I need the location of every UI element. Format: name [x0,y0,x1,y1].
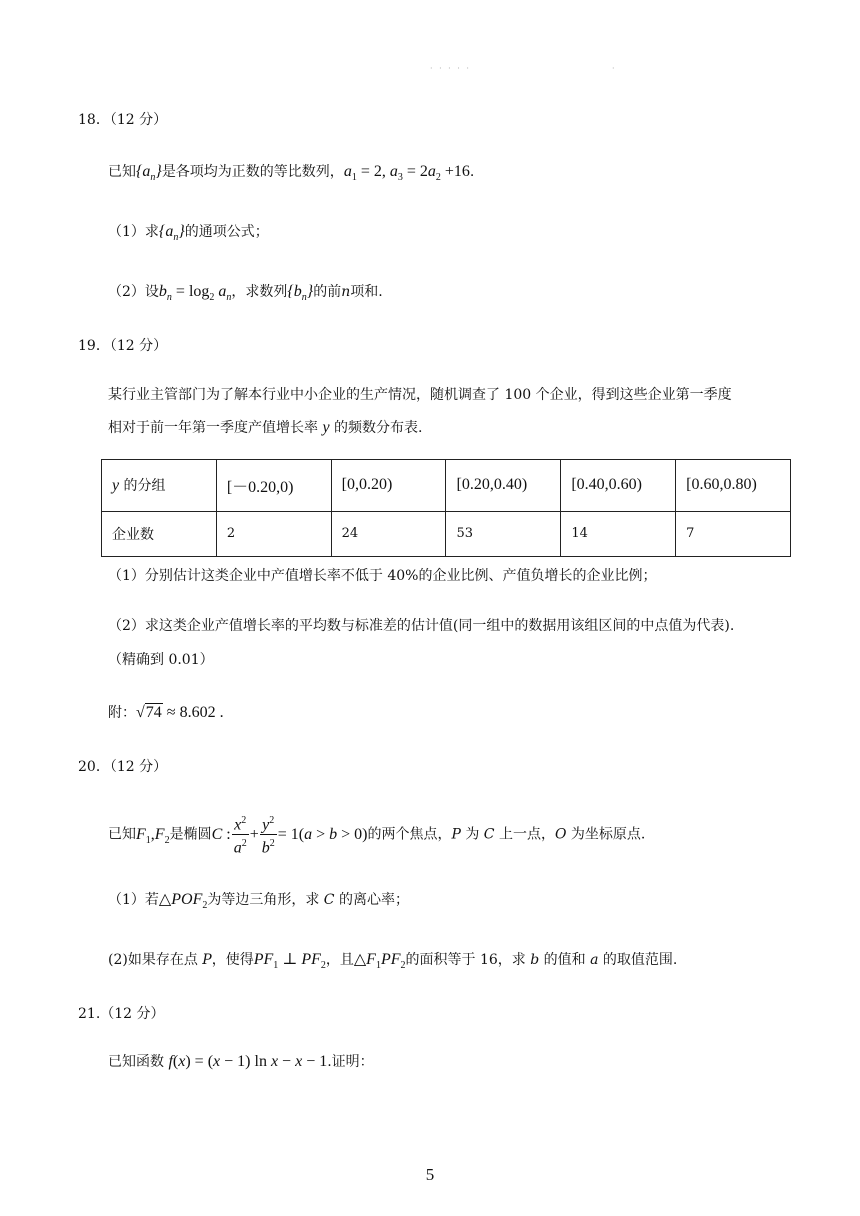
q21-stem: 已知函数 f(x) = (x − 1) ln x − x − 1.证明： [108,1053,374,1070]
table-cell: 14 [561,511,676,556]
q19-title: 19．（12 分） [78,338,168,354]
q20-stem: 已知$F_1,F_2$是椭圆C : $\frac{x^2}{a^2}$ + $\frac{y^2}{b^2}$ = 1(a > b > 0)的两个焦点，P 为 C 上一点，O 为坐标原点. [108,812,645,856]
q19-part2: （2）求这类企业产值增长率的平均数与标准差的估计值(同一组中的数据用该组区间的中点值为代表). [108,618,735,634]
table-header-cell: [0.60,0.80) [676,460,791,512]
frequency-table [101,459,791,557]
table-row [102,511,791,556]
table-cell: 7 [676,511,791,556]
table-row [102,460,791,512]
table-cell: 24 [331,511,446,556]
table-header-cell: [0.20,0.40) [446,460,561,512]
header-mark: · · · · · [430,64,471,73]
q18-title: 18．（12 分） [78,112,168,128]
q21-title: 21.（12 分） [78,1006,165,1022]
header-mark-right: · [612,64,615,73]
table-cell: 53 [446,511,561,556]
table-cell: 企业数 [102,511,217,556]
q20-part1: （1）若$\triangle POF_2$为等边三角形，求 C 的离心率； [108,891,409,912]
q18-part2: （2）设$b_n = \log_2 a_n$，求数列$\{b_n\}$的前n项和. [108,283,383,304]
table-header-cell: y 的分组 [102,460,217,512]
table-header-cell: [－0.20,0) [216,460,331,512]
table-cell: 2 [216,511,331,556]
q20-title: 20．（12 分） [78,759,168,775]
q20-part2: (2)如果存在点 P，使得$PF_1$ ⊥ $PF_2$，且$\triangle F_1PF_2$的面积等于 16，求 b 的值和 a 的取值范围. [108,951,678,972]
q19-appendix: 附：√74 ≈ 8.602 . [108,704,224,721]
q19-part1: （1）分别估计这类企业中产值增长率不低于 40%的企业比例、产值负增长的企业比例； [108,568,657,584]
q19-part2-note: （精确到 0.01） [108,652,214,668]
table-header-cell: [0,0.20) [331,460,446,512]
q19-stem-line1: 某行业主管部门为了解本行业中小企业的生产情况，随机调查了 100 个企业，得到这些企业第一季度 [108,387,732,403]
page-number: 5 [425,1165,435,1184]
q18-part1: （1）求$\{a_n\}$的通项公式； [108,223,269,244]
table-header-cell: [0.40,0.60) [561,460,676,512]
q19-stem-line2: 相对于前一年第一季度产值增长率 y 的频数分布表. [108,419,423,436]
q18-stem: 已知$\{a_n\}$是各项均为正数的等比数列，$a_1 = 2$, $a_3 = 2a_2 +16$. [108,163,475,184]
